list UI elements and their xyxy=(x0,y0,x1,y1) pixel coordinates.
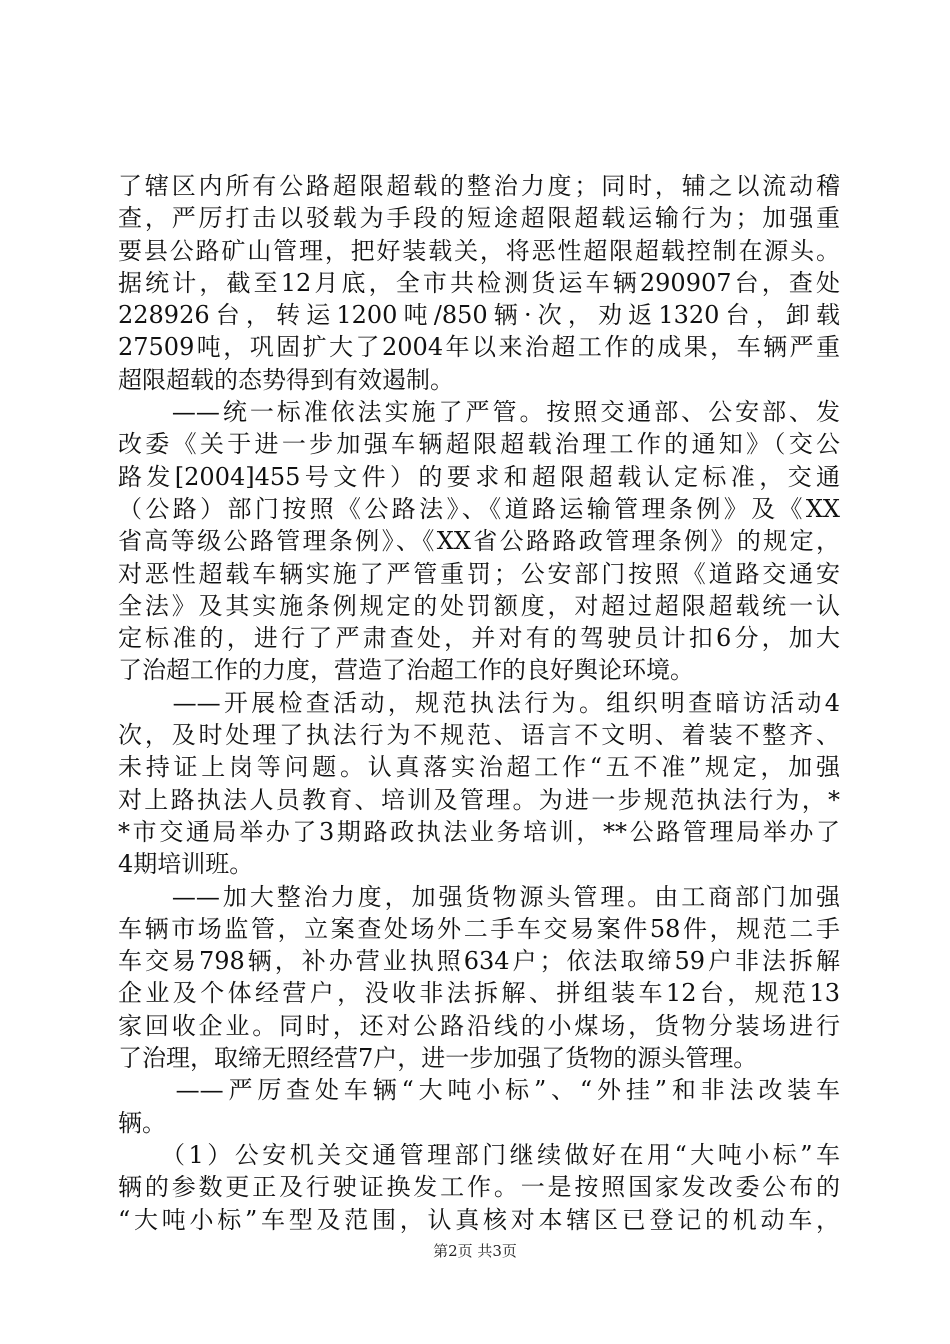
text-line: 了治超工作的力度，营造了治超工作的良好舆论环境。 xyxy=(118,656,694,685)
text-line: 对上路执法人员教育、培训及管理。为进一步规范执法行为，* xyxy=(118,785,840,814)
text-line: 未持证上岗等问题。认真落实治超工作“五不准”规定，加强 xyxy=(118,753,840,782)
text-line: 查，严厉打击以驳载为手段的短途超限超载运输行为；加强重 xyxy=(118,204,840,233)
text-line: 全法》及其实施条例规定的处罚额度，对超过超限超载统一认 xyxy=(118,591,840,620)
text-line: 改委《关于进一步加强车辆超限超载治理工作的通知》（交公 xyxy=(118,430,840,459)
text-line: 车交易798辆，补办营业执照634户；依法取缔59户非法拆解 xyxy=(118,947,840,976)
text-line: 辆。 xyxy=(118,1108,166,1137)
text-line: 车辆市场监管，立案查处场外二手车交易案件58件，规范二手 xyxy=(118,914,840,943)
text-line: 辆的参数更正及行驶证换发工作。一是按照国家发改委公布的 xyxy=(118,1173,840,1202)
text-line: 据统计，截至12月底，全市共检测货运车辆290907台，查处 xyxy=(118,268,840,297)
text-line: 228926台，转运1200吨/850辆·次，劝返1320台，卸载 xyxy=(118,301,840,330)
page-footer xyxy=(0,1240,950,1261)
text-line: 对恶性超载车辆实施了严管重罚；公安部门按照《道路交通安 xyxy=(118,559,840,588)
text-line: “大吨小标”车型及范围，认真核对本辖区已登记的机动车， xyxy=(118,1205,840,1234)
text-line: 省高等级公路管理条例》、《XX省公路路政管理条例》的规定， xyxy=(118,527,840,556)
text-line: （公路）部门按照《公路法》、《道路运输管理条例》及《XX xyxy=(118,494,840,523)
text-line: 27509吨，巩固扩大了2004年以来治超工作的成果，车辆严重 xyxy=(118,333,840,362)
text-line: ——开展检查活动，规范执法行为。组织明查暗访活动4 xyxy=(118,688,840,717)
text-line: 了辖区内所有公路超限超载的整治力度；同时，辅之以流动稽 xyxy=(118,172,840,200)
text-line: *市交通局举办了3期路政执法业务培训，**公路管理局举办了 xyxy=(118,817,840,846)
text-line: 了治理，取缔无照经营7户，进一步加强了货物的源头管理。 xyxy=(118,1044,758,1073)
text-line: ——严厉查处车辆“大吨小标”、“外挂”和非法改装车 xyxy=(118,1076,840,1105)
text-line: 家回收企业。同时，还对公路沿线的小煤场，货物分装场进行 xyxy=(118,1011,840,1040)
text-line: ——统一标准依法实施了严管。按照交通部、公安部、发 xyxy=(118,398,840,427)
text-line: 次，及时处理了执法行为不规范、语言不文明、着装不整齐、 xyxy=(118,721,840,750)
text-line: （1）公安机关交通管理部门继续做好在用“大吨小标”车 xyxy=(118,1140,840,1169)
text-line: 企业及个体经营户，没收非法拆解、拼组装车12台，规范13 xyxy=(118,979,840,1008)
document-body xyxy=(118,170,840,1236)
text-line: 定标准的，进行了严肃查处，并对有的驾驶员计扣6分，加大 xyxy=(118,624,840,653)
text-line: ——加大整治力度，加强货物源头管理。由工商部门加强 xyxy=(118,882,840,911)
text-line: 超限超载的态势得到有效遏制。 xyxy=(118,365,454,394)
text-line: 路发[2004]455号文件）的要求和超限超载认定标准，交通 xyxy=(118,462,840,491)
page-number: 第2页 共3页 xyxy=(433,1242,517,1260)
text-line: 要县公路矿山管理，把好装载关，将恶性超限超载控制在源头。 xyxy=(118,236,840,265)
text-line: 4期培训班。 xyxy=(118,850,254,879)
